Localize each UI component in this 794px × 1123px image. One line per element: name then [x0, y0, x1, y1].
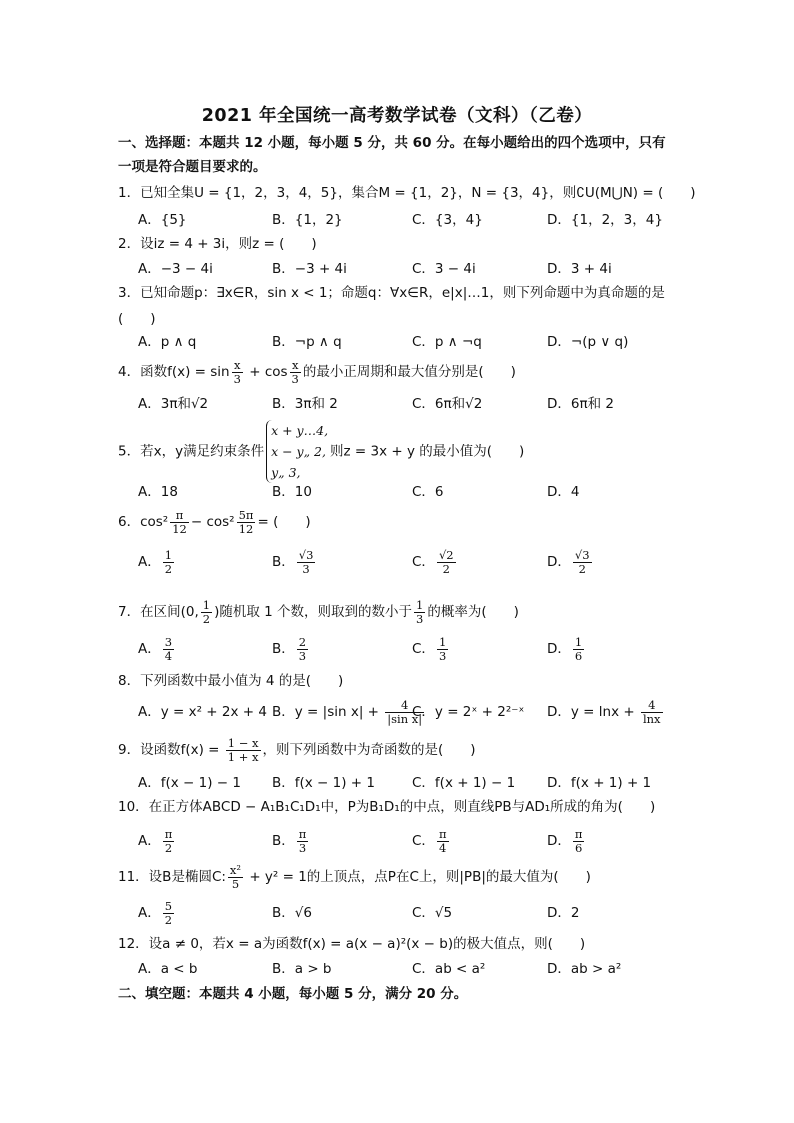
q3-option-d[interactable]: D．¬(p ∨ q): [547, 334, 629, 350]
q8-option-d[interactable]: D．y = lnx + $\frac{4}{\ln x}$: [547, 697, 661, 726]
question-3-stem: 3．已知命题p：∃x∈R，sin x < 1；命题q：∀x∈R，e|x|…1，则下列命题中为真命题的是( ): [118, 285, 665, 327]
question-3-options: [138, 331, 678, 353]
q3-option-b[interactable]: B．¬p ∧ q: [272, 334, 342, 350]
q12-option-b[interactable]: B．a > b: [272, 961, 332, 977]
q1-option-a[interactable]: A．{5}: [138, 212, 187, 228]
question-9-stem: [118, 735, 678, 765]
q10-option-b[interactable]: B． $\frac{\pi}{3}$: [272, 826, 307, 855]
q5-option-d[interactable]: D．4: [547, 484, 580, 500]
q4-option-a[interactable]: A．3π和√2: [138, 396, 209, 412]
q7-fraction-2: $\frac{1}{3}$: [416, 597, 424, 626]
q9-option-b[interactable]: B．f(x − 1) + 1: [272, 775, 376, 791]
question-11-stem: [118, 862, 678, 892]
q9-option-d[interactable]: D．f(x + 1) + 1: [547, 775, 652, 791]
q4-stem-pre: 4．函数f(x) = sin: [118, 364, 230, 380]
question-11-options: [138, 897, 678, 929]
q11-option-d[interactable]: D．2: [547, 905, 580, 921]
question-8-options: [138, 696, 678, 728]
q4-stem-mid: + cos: [244, 364, 288, 380]
question-6-stem: [118, 507, 678, 537]
q6-stem-mid: − cos²: [190, 514, 235, 530]
q10-option-a[interactable]: A． $\frac{\pi}{2}$: [138, 826, 173, 855]
q3-option-a[interactable]: A．p ∧ q: [138, 334, 197, 350]
q7-fraction-1: $\frac{1}{2}$: [202, 597, 211, 626]
q7-option-a[interactable]: A． $\frac{3}{4}$: [138, 634, 173, 663]
q5-constraint-1: x + y…4,: [271, 423, 329, 438]
q6-fraction-2: $\frac{5\pi}{12}$: [238, 507, 254, 536]
q4-fraction-2: $\frac{x}{3}$: [291, 357, 299, 386]
q7-option-d[interactable]: D． $\frac{1}{6}$: [547, 634, 583, 663]
q2-option-b[interactable]: B．−3 + 4i: [272, 261, 347, 277]
question-12-options: [138, 958, 678, 980]
q1-option-c[interactable]: C．{3，4}: [412, 212, 483, 228]
q2-option-d[interactable]: D．3 + 4i: [547, 261, 612, 277]
q8-option-a[interactable]: A．y = x² + 2x + 4: [138, 704, 267, 720]
q5-stem-pre: 5．若x，y满足约束条件: [118, 443, 265, 460]
q8-option-c[interactable]: C．y = 2ˣ + 2²⁻ˣ: [412, 704, 525, 720]
question-9-options: [138, 772, 678, 794]
q10-option-d[interactable]: D． $\frac{\pi}{6}$: [547, 826, 583, 855]
q3-option-c[interactable]: C．p ∧ ¬q: [412, 334, 482, 350]
q6-option-c[interactable]: C． $\frac{√2}{2}$: [412, 547, 454, 576]
q2-option-a[interactable]: A．−3 − 4i: [138, 261, 213, 277]
question-5-stem: [118, 420, 678, 483]
q9-fraction: $\frac{1 - x}{1 + x}$: [227, 735, 259, 764]
q1-option-d[interactable]: D．{1，2，3，4}: [547, 212, 663, 228]
q11-stem-post: + y² = 1的上顶点，点P在C上，则|PB|的最大值为( ): [245, 869, 591, 885]
q7-stem-pre: 7．在区间(0,: [118, 604, 199, 620]
question-8-stem: 8．下列函数中最小值为 4 的是( ): [118, 673, 344, 689]
question-10-options: [138, 824, 678, 858]
q5-constraint-system: [266, 420, 328, 483]
q11-option-a[interactable]: A． $\frac{5}{2}$: [138, 898, 173, 927]
question-4-options: [138, 393, 678, 415]
q4-fraction-1: $\frac{x}{3}$: [233, 357, 241, 386]
section-1-heading-line-1: 一、选择题：本题共 12 小题，每小题 5 分，共 60 分。在每小题给出的四个选项中，只有: [118, 135, 666, 151]
page-title: 2021 年全国统一高考数学试卷（文科）（乙卷）: [201, 106, 593, 126]
q5-option-a[interactable]: A．18: [138, 484, 178, 500]
q8-option-b[interactable]: B．y = |sin x| + $\frac{4}{\text{|sin x|}}$: [272, 697, 423, 726]
question-7-stem: [118, 597, 678, 627]
q2-option-c[interactable]: C．3 − 4i: [412, 261, 476, 277]
q9-option-c[interactable]: C．f(x + 1) − 1: [412, 775, 516, 791]
q5-option-b[interactable]: B．10: [272, 484, 312, 500]
question-1-options: [138, 209, 678, 231]
q6-stem-post: = ( ): [257, 514, 311, 530]
q10-option-c[interactable]: C． $\frac{\pi}{4}$: [412, 826, 447, 855]
q6-fraction-1: $\frac{\pi}{12}$: [172, 507, 187, 536]
question-2-stem: 2．设iz = 4 + 3i，则z = ( ): [118, 236, 317, 252]
question-4-stem: [118, 358, 678, 386]
q4-stem-post: 的最小正周期和最大值分别是( ): [302, 364, 516, 380]
q5-constraint-2: x − y„ 2,: [271, 444, 326, 459]
q1-option-b[interactable]: B．{1，2}: [272, 212, 343, 228]
q6-option-a[interactable]: A． $\frac{1}{2}$: [138, 547, 173, 576]
q9-option-a[interactable]: A．f(x − 1) − 1: [138, 775, 241, 791]
q9-stem-post: ，则下列函数中为奇函数的是( ): [262, 742, 476, 758]
q5-stem-post: 则z = 3x + y 的最小值为( ): [330, 443, 525, 460]
question-12-stem: 12．设a ≠ 0，若x = a为函数f(x) = a(x − a)²(x − b)的极大值点，则( ): [118, 936, 586, 952]
question-7-options: [138, 632, 678, 666]
q11-option-c[interactable]: C．√5: [412, 905, 453, 921]
q4-option-b[interactable]: B．3π和 2: [272, 396, 338, 412]
q12-option-c[interactable]: C．ab < a²: [412, 961, 486, 977]
q11-fraction: $\frac{\text{x²}}{5}$: [229, 862, 242, 891]
q4-option-d[interactable]: D．6π和 2: [547, 396, 614, 412]
question-2-options: [138, 258, 678, 280]
q6-stem-pre: 6．cos²: [118, 514, 169, 530]
q6-option-d[interactable]: D． $\frac{√3}{2}$: [547, 547, 590, 576]
section-1-heading-line-2: 一项是符合题目要求的。: [118, 159, 267, 175]
q12-option-d[interactable]: D．ab > a²: [547, 961, 622, 977]
question-10-stem: 10．在正方体ABCD − A₁B₁C₁D₁中，P为B₁D₁的中点，则直线PB与AD₁所成的角为( ): [118, 799, 656, 815]
question-5-options: [138, 481, 678, 503]
question-6-options: [138, 545, 678, 579]
q11-option-b[interactable]: B．√6: [272, 905, 312, 921]
q7-stem-post: 的概率为( ): [427, 604, 519, 620]
q6-option-b[interactable]: B． $\frac{√3}{3}$: [272, 547, 314, 576]
q11-stem-pre: 11．设B是椭圆C:: [118, 869, 226, 885]
q5-option-c[interactable]: C．6: [412, 484, 444, 500]
q4-option-c[interactable]: C．6π和√2: [412, 396, 483, 412]
q7-option-c[interactable]: C． $\frac{1}{3}$: [412, 634, 447, 663]
q12-option-a[interactable]: A．a < b: [138, 961, 198, 977]
q7-option-b[interactable]: B． $\frac{2}{3}$: [272, 634, 307, 663]
section-2-heading: 二、填空题：本题共 4 小题，每小题 5 分，满分 20 分。: [118, 986, 468, 1002]
q7-stem-mid: )随机取 1 个数，则取到的数小于: [214, 604, 413, 620]
question-1-stem: 1．已知全集U = {1，2，3，4，5}，集合M = {1，2}，N = {3，4}，则∁U(M⋃N) = ( ): [118, 185, 696, 201]
q5-constraint-3: y„ 3,: [271, 465, 301, 480]
q9-stem-pre: 9．设函数f(x) =: [118, 742, 224, 758]
